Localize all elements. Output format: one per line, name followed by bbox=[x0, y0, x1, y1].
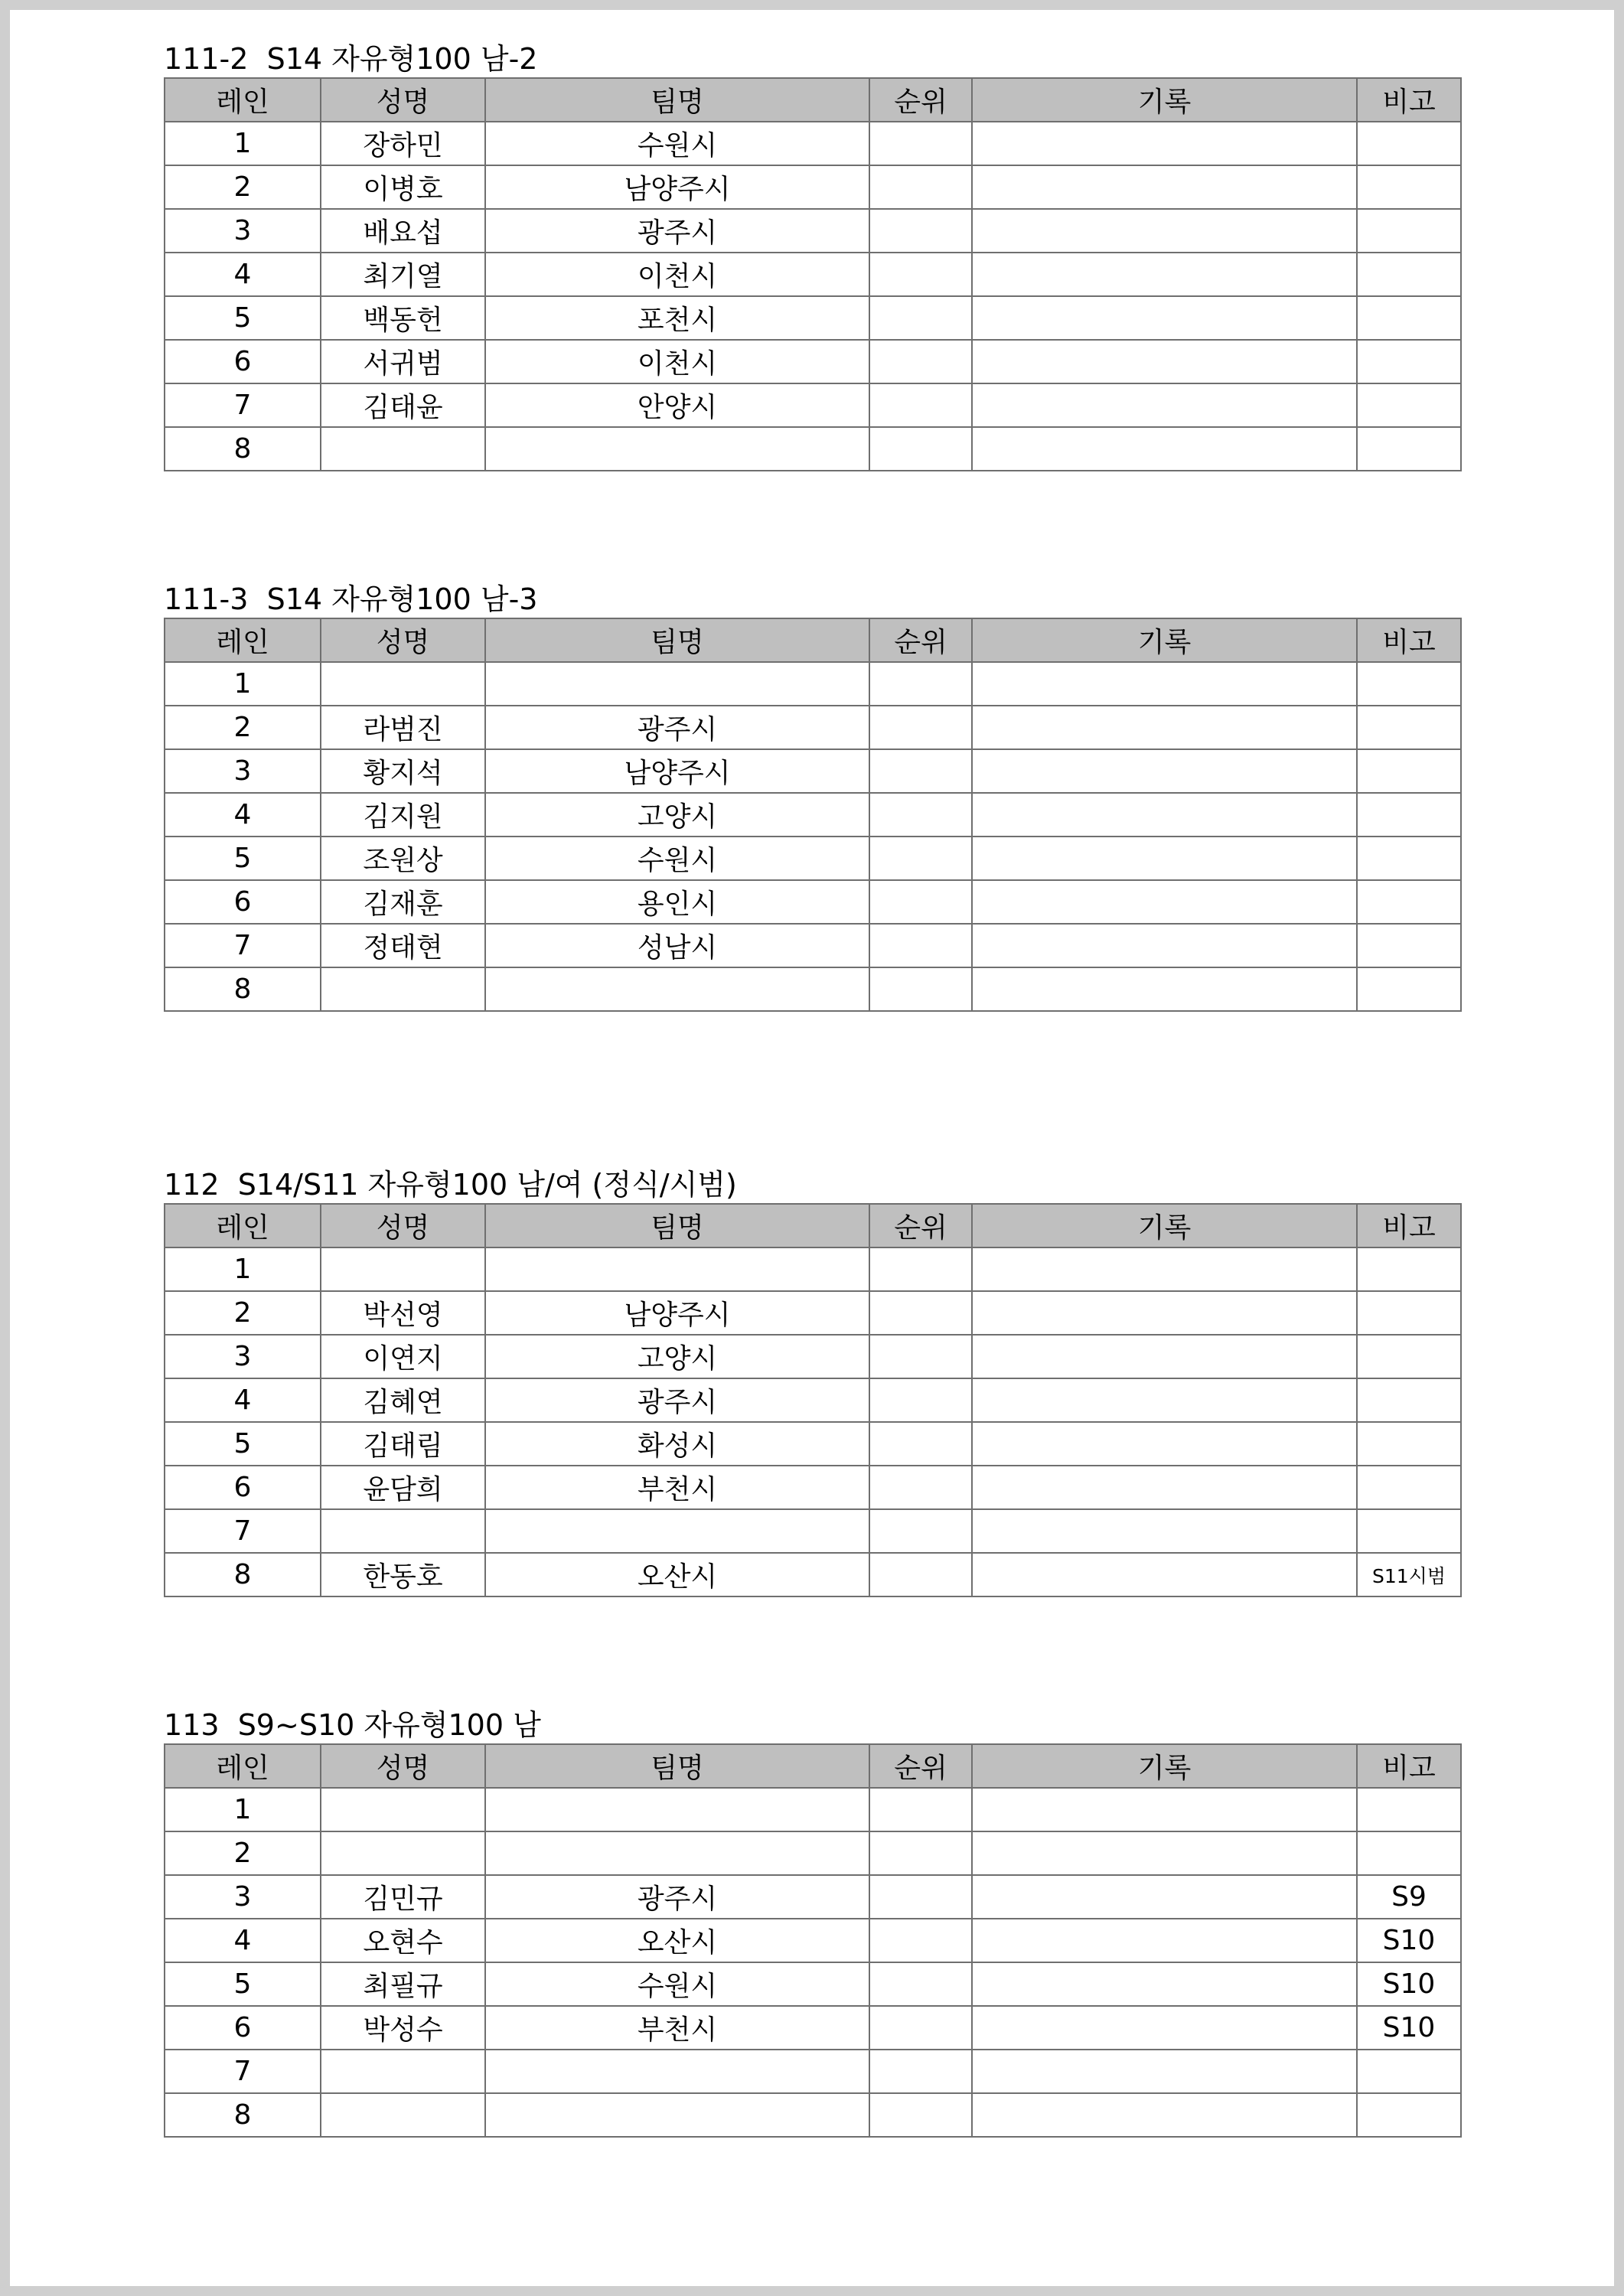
record-cell bbox=[972, 1509, 1357, 1553]
name-cell: 최필규 bbox=[321, 1962, 485, 2006]
table-row bbox=[165, 967, 1461, 1011]
record-cell bbox=[972, 253, 1357, 296]
note-cell bbox=[1357, 880, 1461, 924]
lane-cell: 8 bbox=[165, 427, 321, 471]
name-cell: 이병호 bbox=[321, 165, 485, 209]
header-note: 비고 bbox=[1357, 1204, 1461, 1247]
name-cell: 정태현 bbox=[321, 924, 485, 967]
record-cell bbox=[972, 1422, 1357, 1466]
rank-cell bbox=[869, 1553, 972, 1596]
note-cell bbox=[1357, 427, 1461, 471]
record-cell bbox=[972, 209, 1357, 253]
document-page bbox=[10, 10, 1614, 2286]
name-cell bbox=[321, 1247, 485, 1291]
team-cell: 남양주시 bbox=[485, 1291, 869, 1335]
rank-cell bbox=[869, 1831, 972, 1875]
record-cell bbox=[972, 296, 1357, 340]
name-cell bbox=[321, 2050, 485, 2093]
lane-cell: 6 bbox=[165, 1466, 321, 1509]
table-row bbox=[165, 924, 1461, 967]
team-cell bbox=[485, 1247, 869, 1291]
table-row bbox=[165, 880, 1461, 924]
note-cell bbox=[1357, 253, 1461, 296]
record-cell bbox=[972, 662, 1357, 706]
header-lane: 레인 bbox=[165, 1744, 321, 1788]
lane-cell: 7 bbox=[165, 924, 321, 967]
lane-cell: 5 bbox=[165, 1422, 321, 1466]
team-cell bbox=[485, 1788, 869, 1831]
note-cell bbox=[1357, 296, 1461, 340]
table-row bbox=[165, 1553, 1461, 1596]
team-cell: 광주시 bbox=[485, 1875, 869, 1919]
note-cell bbox=[1357, 1378, 1461, 1422]
table-row bbox=[165, 1378, 1461, 1422]
team-cell: 안양시 bbox=[485, 383, 869, 427]
record-cell bbox=[972, 1919, 1357, 1962]
rank-cell bbox=[869, 1919, 972, 1962]
team-cell: 용인시 bbox=[485, 880, 869, 924]
name-cell: 김재훈 bbox=[321, 880, 485, 924]
record-cell bbox=[972, 706, 1357, 749]
table-row bbox=[165, 1788, 1461, 1831]
rank-cell bbox=[869, 924, 972, 967]
lane-cell: 5 bbox=[165, 296, 321, 340]
team-cell: 광주시 bbox=[485, 1378, 869, 1422]
note-cell bbox=[1357, 1509, 1461, 1553]
note-cell bbox=[1357, 1788, 1461, 1831]
team-cell: 남양주시 bbox=[485, 749, 869, 793]
header-team: 팀명 bbox=[485, 1744, 869, 1788]
record-cell bbox=[972, 1831, 1357, 1875]
name-cell: 박성수 bbox=[321, 2006, 485, 2050]
name-cell bbox=[321, 1831, 485, 1875]
record-cell bbox=[972, 427, 1357, 471]
name-cell bbox=[321, 1509, 485, 1553]
lane-cell: 3 bbox=[165, 1875, 321, 1919]
header-note: 비고 bbox=[1357, 618, 1461, 662]
header-lane: 레인 bbox=[165, 1204, 321, 1247]
table-row bbox=[165, 296, 1461, 340]
lane-cell: 5 bbox=[165, 1962, 321, 2006]
note-cell bbox=[1357, 662, 1461, 706]
name-cell: 장하민 bbox=[321, 122, 485, 165]
record-cell bbox=[972, 1875, 1357, 1919]
name-cell: 박선영 bbox=[321, 1291, 485, 1335]
lane-cell: 7 bbox=[165, 1509, 321, 1553]
rank-cell bbox=[869, 793, 972, 837]
record-cell bbox=[972, 749, 1357, 793]
table-row bbox=[165, 1919, 1461, 1962]
lane-cell: 1 bbox=[165, 1788, 321, 1831]
rank-cell bbox=[869, 2050, 972, 2093]
header-name: 성명 bbox=[321, 1204, 485, 1247]
table-row bbox=[165, 1509, 1461, 1553]
team-cell bbox=[485, 2050, 869, 2093]
table-row bbox=[165, 1291, 1461, 1335]
header-name: 성명 bbox=[321, 78, 485, 122]
lane-cell: 1 bbox=[165, 662, 321, 706]
event-title: 111-3 S14 자유형100 남-3 bbox=[164, 582, 538, 616]
heat-table bbox=[164, 618, 1462, 1012]
note-cell bbox=[1357, 165, 1461, 209]
name-cell: 김혜연 bbox=[321, 1378, 485, 1422]
rank-cell bbox=[869, 706, 972, 749]
record-cell bbox=[972, 880, 1357, 924]
name-cell: 이연지 bbox=[321, 1335, 485, 1378]
header-rank: 순위 bbox=[869, 1204, 972, 1247]
table-row bbox=[165, 706, 1461, 749]
lane-cell: 8 bbox=[165, 2093, 321, 2137]
event-section bbox=[164, 41, 1469, 471]
rank-cell bbox=[869, 296, 972, 340]
table-row bbox=[165, 749, 1461, 793]
team-cell: 화성시 bbox=[485, 1422, 869, 1466]
team-cell bbox=[485, 2093, 869, 2137]
lane-cell: 7 bbox=[165, 383, 321, 427]
table-row bbox=[165, 1247, 1461, 1291]
note-cell bbox=[1357, 1422, 1461, 1466]
record-cell bbox=[972, 1291, 1357, 1335]
team-cell: 남양주시 bbox=[485, 165, 869, 209]
name-cell: 김태림 bbox=[321, 1422, 485, 1466]
note-cell bbox=[1357, 706, 1461, 749]
table-row bbox=[165, 340, 1461, 383]
rank-cell bbox=[869, 1466, 972, 1509]
table-row bbox=[165, 122, 1461, 165]
lane-cell: 2 bbox=[165, 165, 321, 209]
header-rank: 순위 bbox=[869, 78, 972, 122]
note-cell bbox=[1357, 967, 1461, 1011]
header-name: 성명 bbox=[321, 1744, 485, 1788]
header-note: 비고 bbox=[1357, 1744, 1461, 1788]
lane-cell: 5 bbox=[165, 837, 321, 880]
team-cell: 부천시 bbox=[485, 1466, 869, 1509]
team-cell bbox=[485, 1509, 869, 1553]
record-cell bbox=[972, 967, 1357, 1011]
rank-cell bbox=[869, 1335, 972, 1378]
rank-cell bbox=[869, 1962, 972, 2006]
header-record: 기록 bbox=[972, 78, 1357, 122]
team-cell: 포천시 bbox=[485, 296, 869, 340]
record-cell bbox=[972, 1378, 1357, 1422]
note-cell bbox=[1357, 1831, 1461, 1875]
header-lane: 레인 bbox=[165, 78, 321, 122]
record-cell bbox=[972, 1247, 1357, 1291]
note-cell bbox=[1357, 1247, 1461, 1291]
record-cell bbox=[972, 924, 1357, 967]
table-row bbox=[165, 427, 1461, 471]
name-cell: 서귀범 bbox=[321, 340, 485, 383]
table-row bbox=[165, 1962, 1461, 2006]
name-cell: 김지원 bbox=[321, 793, 485, 837]
header-row bbox=[165, 1744, 1461, 1788]
name-cell: 라범진 bbox=[321, 706, 485, 749]
lane-cell: 6 bbox=[165, 340, 321, 383]
name-cell bbox=[321, 1788, 485, 1831]
name-cell: 김민규 bbox=[321, 1875, 485, 1919]
table-row bbox=[165, 1335, 1461, 1378]
header-record: 기록 bbox=[972, 1744, 1357, 1788]
rank-cell bbox=[869, 427, 972, 471]
note-cell bbox=[1357, 122, 1461, 165]
table-row bbox=[165, 383, 1461, 427]
header-team: 팀명 bbox=[485, 1204, 869, 1247]
header-team: 팀명 bbox=[485, 78, 869, 122]
note-cell bbox=[1357, 209, 1461, 253]
record-cell bbox=[972, 2006, 1357, 2050]
lane-cell: 8 bbox=[165, 1553, 321, 1596]
lane-cell: 8 bbox=[165, 967, 321, 1011]
table-row bbox=[165, 1466, 1461, 1509]
table-row bbox=[165, 2093, 1461, 2137]
header-row bbox=[165, 78, 1461, 122]
rank-cell bbox=[869, 967, 972, 1011]
note-cell bbox=[1357, 837, 1461, 880]
note-cell: S9 bbox=[1357, 1875, 1461, 1919]
lane-cell: 4 bbox=[165, 793, 321, 837]
record-cell bbox=[972, 2050, 1357, 2093]
team-cell: 고양시 bbox=[485, 793, 869, 837]
record-cell bbox=[972, 793, 1357, 837]
lane-cell: 1 bbox=[165, 122, 321, 165]
team-cell: 수원시 bbox=[485, 837, 869, 880]
lane-cell: 4 bbox=[165, 253, 321, 296]
header-note: 비고 bbox=[1357, 78, 1461, 122]
table-row bbox=[165, 837, 1461, 880]
header-rank: 순위 bbox=[869, 1744, 972, 1788]
heat-table bbox=[164, 1203, 1462, 1597]
header-row bbox=[165, 618, 1461, 662]
table-row bbox=[165, 2006, 1461, 2050]
rank-cell bbox=[869, 1875, 972, 1919]
record-cell bbox=[972, 122, 1357, 165]
team-cell: 광주시 bbox=[485, 209, 869, 253]
rank-cell bbox=[869, 837, 972, 880]
record-cell bbox=[972, 837, 1357, 880]
record-cell bbox=[972, 165, 1357, 209]
header-name: 성명 bbox=[321, 618, 485, 662]
name-cell bbox=[321, 427, 485, 471]
team-cell: 성남시 bbox=[485, 924, 869, 967]
lane-cell: 7 bbox=[165, 2050, 321, 2093]
table-row bbox=[165, 2050, 1461, 2093]
event-section bbox=[164, 1166, 1469, 1597]
rank-cell bbox=[869, 122, 972, 165]
rank-cell bbox=[869, 165, 972, 209]
team-cell bbox=[485, 967, 869, 1011]
team-cell bbox=[485, 662, 869, 706]
rank-cell bbox=[869, 1509, 972, 1553]
team-cell bbox=[485, 427, 869, 471]
lane-cell: 2 bbox=[165, 706, 321, 749]
table-row bbox=[165, 165, 1461, 209]
name-cell bbox=[321, 967, 485, 1011]
lane-cell: 4 bbox=[165, 1919, 321, 1962]
team-cell: 부천시 bbox=[485, 2006, 869, 2050]
note-cell bbox=[1357, 749, 1461, 793]
name-cell: 황지석 bbox=[321, 749, 485, 793]
team-cell: 이천시 bbox=[485, 253, 869, 296]
lane-cell: 2 bbox=[165, 1831, 321, 1875]
note-cell bbox=[1357, 793, 1461, 837]
header-record: 기록 bbox=[972, 1204, 1357, 1247]
rank-cell bbox=[869, 209, 972, 253]
team-cell: 오산시 bbox=[485, 1553, 869, 1596]
table-row bbox=[165, 662, 1461, 706]
header-record: 기록 bbox=[972, 618, 1357, 662]
rank-cell bbox=[869, 340, 972, 383]
rank-cell bbox=[869, 1291, 972, 1335]
event-title: 111-2 S14 자유형100 남-2 bbox=[164, 42, 538, 76]
table-row bbox=[165, 1831, 1461, 1875]
note-cell bbox=[1357, 924, 1461, 967]
team-cell: 수원시 bbox=[485, 122, 869, 165]
note-cell bbox=[1357, 340, 1461, 383]
table-row bbox=[165, 1422, 1461, 1466]
rank-cell bbox=[869, 1788, 972, 1831]
rank-cell bbox=[869, 383, 972, 427]
rank-cell bbox=[869, 2006, 972, 2050]
rank-cell bbox=[869, 749, 972, 793]
lane-cell: 6 bbox=[165, 880, 321, 924]
lane-cell: 6 bbox=[165, 2006, 321, 2050]
event-section bbox=[164, 1707, 1469, 2138]
name-cell: 한동호 bbox=[321, 1553, 485, 1596]
lane-cell: 3 bbox=[165, 749, 321, 793]
record-cell bbox=[972, 2093, 1357, 2137]
header-lane: 레인 bbox=[165, 618, 321, 662]
table-row bbox=[165, 253, 1461, 296]
lane-cell: 1 bbox=[165, 1247, 321, 1291]
note-cell bbox=[1357, 383, 1461, 427]
record-cell bbox=[972, 340, 1357, 383]
name-cell bbox=[321, 2093, 485, 2137]
heat-table bbox=[164, 1743, 1462, 2138]
lane-cell: 4 bbox=[165, 1378, 321, 1422]
lane-cell: 2 bbox=[165, 1291, 321, 1335]
rank-cell bbox=[869, 662, 972, 706]
rank-cell bbox=[869, 253, 972, 296]
team-cell: 수원시 bbox=[485, 1962, 869, 2006]
rank-cell bbox=[869, 1422, 972, 1466]
name-cell: 백동헌 bbox=[321, 296, 485, 340]
header-team: 팀명 bbox=[485, 618, 869, 662]
rank-cell bbox=[869, 1378, 972, 1422]
team-cell: 이천시 bbox=[485, 340, 869, 383]
record-cell bbox=[972, 1466, 1357, 1509]
note-cell: S11시범 bbox=[1357, 1553, 1461, 1596]
lane-cell: 3 bbox=[165, 209, 321, 253]
note-cell: S10 bbox=[1357, 1919, 1461, 1962]
rank-cell bbox=[869, 1247, 972, 1291]
note-cell bbox=[1357, 1466, 1461, 1509]
note-cell bbox=[1357, 1291, 1461, 1335]
header-rank: 순위 bbox=[869, 618, 972, 662]
record-cell bbox=[972, 383, 1357, 427]
event-title: 113 S9~S10 자유형100 남 bbox=[164, 1708, 541, 1742]
note-cell: S10 bbox=[1357, 2006, 1461, 2050]
team-cell bbox=[485, 1831, 869, 1875]
name-cell: 김태윤 bbox=[321, 383, 485, 427]
team-cell: 고양시 bbox=[485, 1335, 869, 1378]
name-cell: 윤담희 bbox=[321, 1466, 485, 1509]
rank-cell bbox=[869, 880, 972, 924]
name-cell: 배요섭 bbox=[321, 209, 485, 253]
team-cell: 광주시 bbox=[485, 706, 869, 749]
note-cell bbox=[1357, 1335, 1461, 1378]
event-section bbox=[164, 581, 1469, 1012]
record-cell bbox=[972, 1335, 1357, 1378]
record-cell bbox=[972, 1788, 1357, 1831]
note-cell bbox=[1357, 2050, 1461, 2093]
header-row bbox=[165, 1204, 1461, 1247]
table-row bbox=[165, 1875, 1461, 1919]
note-cell: S10 bbox=[1357, 1962, 1461, 2006]
record-cell bbox=[972, 1553, 1357, 1596]
name-cell: 조원상 bbox=[321, 837, 485, 880]
note-cell bbox=[1357, 2093, 1461, 2137]
table-row bbox=[165, 793, 1461, 837]
team-cell: 오산시 bbox=[485, 1919, 869, 1962]
name-cell: 오현수 bbox=[321, 1919, 485, 1962]
lane-cell: 3 bbox=[165, 1335, 321, 1378]
event-title: 112 S14/S11 자유형100 남/여 (정식/시범) bbox=[164, 1168, 737, 1202]
name-cell: 최기열 bbox=[321, 253, 485, 296]
rank-cell bbox=[869, 2093, 972, 2137]
record-cell bbox=[972, 1962, 1357, 2006]
heat-table bbox=[164, 77, 1462, 471]
name-cell bbox=[321, 662, 485, 706]
table-row bbox=[165, 209, 1461, 253]
